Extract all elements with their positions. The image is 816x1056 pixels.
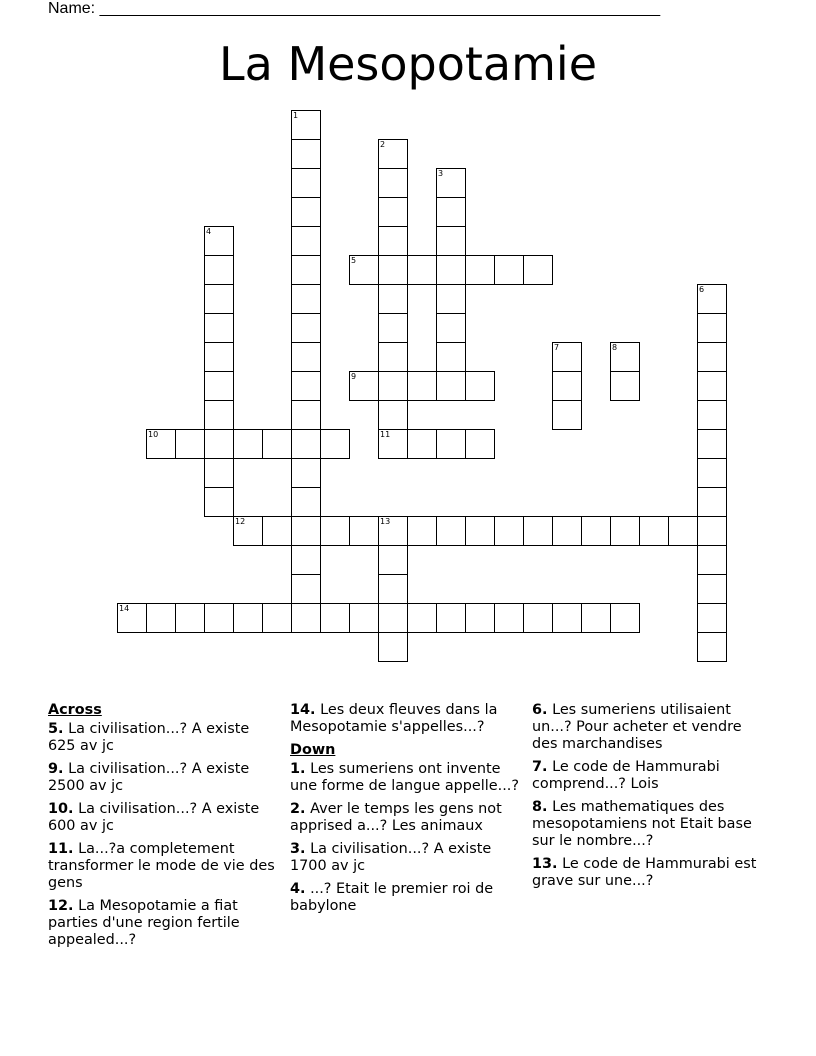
page-title: La Mesopotamie (219, 37, 597, 91)
crossword-cell[interactable] (320, 603, 350, 633)
crossword-cell[interactable] (320, 429, 350, 459)
crossword-cell[interactable] (378, 284, 408, 314)
clue-number: 6 (699, 285, 705, 294)
crossword-cell[interactable] (610, 516, 640, 546)
crossword-cell[interactable] (349, 371, 379, 401)
crossword-cell[interactable] (668, 516, 698, 546)
crossword-cell[interactable] (378, 313, 408, 343)
clue-number: 12 (235, 517, 246, 526)
clue-number: 9 (351, 372, 357, 381)
crossword-cell[interactable] (436, 429, 466, 459)
clue-number: 10 (148, 430, 159, 439)
crossword-cell[interactable] (378, 632, 408, 662)
crossword-cell[interactable] (204, 400, 234, 430)
crossword-cell[interactable] (291, 313, 321, 343)
crossword-cell[interactable] (407, 371, 437, 401)
crossword-cell[interactable] (291, 429, 321, 459)
crossword-cell[interactable] (378, 400, 408, 430)
crossword-cell[interactable] (378, 603, 408, 633)
crossword-cell[interactable] (378, 197, 408, 227)
clue-across-9: 9. La civilisation...? A existe 2500 av jc (48, 761, 250, 794)
crossword-cell[interactable] (465, 603, 495, 633)
crossword-cell[interactable] (436, 313, 466, 343)
clues-column-3 (532, 702, 764, 896)
crossword-cell[interactable] (552, 603, 582, 633)
crossword-cell[interactable] (117, 603, 147, 633)
clue-down-4: 4. ...? Etait le premier roi de babylone (290, 881, 494, 914)
clue-across-12: 12. La Mesopotamie a fiat parties d'une region fertile appealed...? (48, 898, 240, 948)
crossword-cell[interactable] (378, 574, 408, 604)
crossword-cell[interactable] (436, 197, 466, 227)
crossword-cell[interactable] (697, 342, 727, 372)
crossword-cell[interactable] (610, 603, 640, 633)
crossword-cell[interactable] (552, 400, 582, 430)
clue-number: 3 (438, 169, 444, 178)
crossword-cell[interactable] (349, 516, 379, 546)
crossword-cell[interactable] (204, 371, 234, 401)
crossword-cell[interactable] (465, 371, 495, 401)
crossword-cell[interactable] (204, 313, 234, 343)
crossword-cell[interactable] (175, 603, 205, 633)
clue-number: 5 (351, 256, 357, 265)
clue-down-1: 1. Les sumeriens ont invente une forme de langue appelle...? (290, 761, 519, 794)
clue-across-10: 10. La civilisation...? A existe 600 av jc (48, 801, 260, 834)
crossword-cell[interactable] (552, 342, 582, 372)
crossword-cell[interactable] (291, 168, 321, 198)
clue-down-6: 6. Les sumeriens utilisaient un...? Pour acheter et vendre des marchandises (532, 702, 742, 752)
clue-across-11: 11. La...?a completement transformer le mode de vie des gens (48, 841, 275, 891)
crossword-cell[interactable] (523, 516, 553, 546)
crossword-cell[interactable] (204, 487, 234, 517)
clue-number: 4 (206, 227, 212, 236)
crossword-cell[interactable] (697, 545, 727, 575)
crossword-cell[interactable] (697, 458, 727, 488)
clue-down-2: 2. Aver le temps les gens not apprised a...? Les animaux (290, 801, 502, 834)
clue-across-5: 5. La civilisation...? A existe 625 av jc (48, 721, 250, 754)
clues-column-1 (48, 702, 280, 955)
crossword-cell[interactable] (378, 516, 408, 546)
crossword-cell[interactable] (697, 516, 727, 546)
clues-column-2 (290, 702, 522, 921)
clue-number: 1 (293, 111, 299, 120)
crossword-cell[interactable] (291, 603, 321, 633)
crossword-cell[interactable] (407, 603, 437, 633)
crossword-cell[interactable] (262, 603, 292, 633)
across-header: Across (48, 702, 102, 718)
crossword-cell[interactable] (610, 342, 640, 372)
crossword-cell[interactable] (436, 603, 466, 633)
crossword-cell[interactable] (291, 458, 321, 488)
crossword-cell[interactable] (262, 429, 292, 459)
crossword-cell[interactable] (697, 429, 727, 459)
name-field-label: Name: _______________________________________________________________ (48, 0, 661, 17)
crossword-cell[interactable] (407, 516, 437, 546)
crossword-cell[interactable] (465, 516, 495, 546)
crossword-cell[interactable] (204, 284, 234, 314)
crossword-cell[interactable] (523, 603, 553, 633)
crossword-cell[interactable] (436, 516, 466, 546)
clue-down-7: 7. Le code de Hammurabi comprend...? Lois (532, 759, 720, 792)
crossword-cell[interactable] (349, 255, 379, 285)
crossword-cell[interactable] (436, 342, 466, 372)
crossword-cell[interactable] (494, 516, 524, 546)
crossword-cell[interactable] (204, 603, 234, 633)
clue-number: 14 (119, 604, 130, 613)
crossword-cell[interactable] (610, 371, 640, 401)
crossword-cell[interactable] (697, 487, 727, 517)
crossword-cell[interactable] (697, 400, 727, 430)
crossword-cell[interactable] (291, 574, 321, 604)
crossword-cell[interactable] (436, 226, 466, 256)
crossword-cell[interactable] (204, 342, 234, 372)
crossword-cell[interactable] (146, 603, 176, 633)
clue-number: 8 (612, 343, 618, 352)
clue-number: 13 (380, 517, 391, 526)
crossword-cell[interactable] (262, 516, 292, 546)
crossword-cell[interactable] (291, 110, 321, 140)
crossword-cell[interactable] (697, 632, 727, 662)
crossword-cell[interactable] (204, 226, 234, 256)
crossword-cell[interactable] (291, 400, 321, 430)
crossword-cell[interactable] (320, 516, 350, 546)
crossword-cell[interactable] (349, 603, 379, 633)
crossword-cell[interactable] (697, 603, 727, 633)
crossword-cell[interactable] (639, 516, 669, 546)
down-header: Down (290, 742, 336, 758)
crossword-cell[interactable] (378, 545, 408, 575)
clue-across-14: 14. Les deux fleuves dans la Mesopotamie s'appelles...? (290, 702, 498, 735)
crossword-cell[interactable] (204, 429, 234, 459)
crossword-cell[interactable] (378, 226, 408, 256)
crossword-cell[interactable] (291, 342, 321, 372)
clue-down-8: 8. Les mathematiques des mesopotamiens not Etait base sur le nombre...? (532, 799, 752, 849)
crossword-cell[interactable] (378, 255, 408, 285)
crossword-cell[interactable] (291, 226, 321, 256)
crossword-cell[interactable] (233, 603, 263, 633)
crossword-cell[interactable] (436, 371, 466, 401)
crossword-cell[interactable] (697, 284, 727, 314)
crossword-cell[interactable] (175, 429, 205, 459)
crossword-cell[interactable] (494, 603, 524, 633)
crossword-cell[interactable] (146, 429, 176, 459)
crossword-cell[interactable] (378, 139, 408, 169)
crossword-cell[interactable] (436, 284, 466, 314)
crossword-cell[interactable] (697, 371, 727, 401)
crossword-cell[interactable] (291, 139, 321, 169)
clue-down-13: 13. Le code de Hammurabi est grave sur une...? (532, 856, 757, 889)
crossword-cell[interactable] (552, 371, 582, 401)
crossword-cell[interactable] (378, 342, 408, 372)
crossword-cell[interactable] (436, 168, 466, 198)
crossword-cell[interactable] (436, 255, 466, 285)
crossword-cell[interactable] (233, 429, 263, 459)
crossword-cell[interactable] (581, 516, 611, 546)
crossword-cell[interactable] (697, 313, 727, 343)
clue-number: 2 (380, 140, 386, 149)
crossword-cell[interactable] (291, 371, 321, 401)
crossword-cell[interactable] (291, 545, 321, 575)
clue-number: 7 (554, 343, 560, 352)
crossword-cell[interactable] (378, 168, 408, 198)
crossword-cell[interactable] (697, 574, 727, 604)
crossword-cell[interactable] (523, 255, 553, 285)
crossword-cell[interactable] (204, 458, 234, 488)
crossword-cell[interactable] (494, 255, 524, 285)
crossword-cell[interactable] (291, 487, 321, 517)
crossword-cell[interactable] (233, 516, 263, 546)
crossword-cell[interactable] (291, 197, 321, 227)
crossword-cell[interactable] (378, 371, 408, 401)
crossword-cell[interactable] (581, 603, 611, 633)
crossword-cell[interactable] (291, 255, 321, 285)
clue-down-3: 3. La civilisation...? A existe 1700 av jc (290, 841, 492, 874)
crossword-cell[interactable] (465, 255, 495, 285)
crossword-cell[interactable] (291, 516, 321, 546)
crossword-cell[interactable] (291, 284, 321, 314)
crossword-cell[interactable] (552, 516, 582, 546)
crossword-cell[interactable] (407, 429, 437, 459)
clue-number: 11 (380, 430, 391, 439)
crossword-cell[interactable] (204, 255, 234, 285)
crossword-cell[interactable] (378, 429, 408, 459)
crossword-cell[interactable] (465, 429, 495, 459)
crossword-cell[interactable] (407, 255, 437, 285)
